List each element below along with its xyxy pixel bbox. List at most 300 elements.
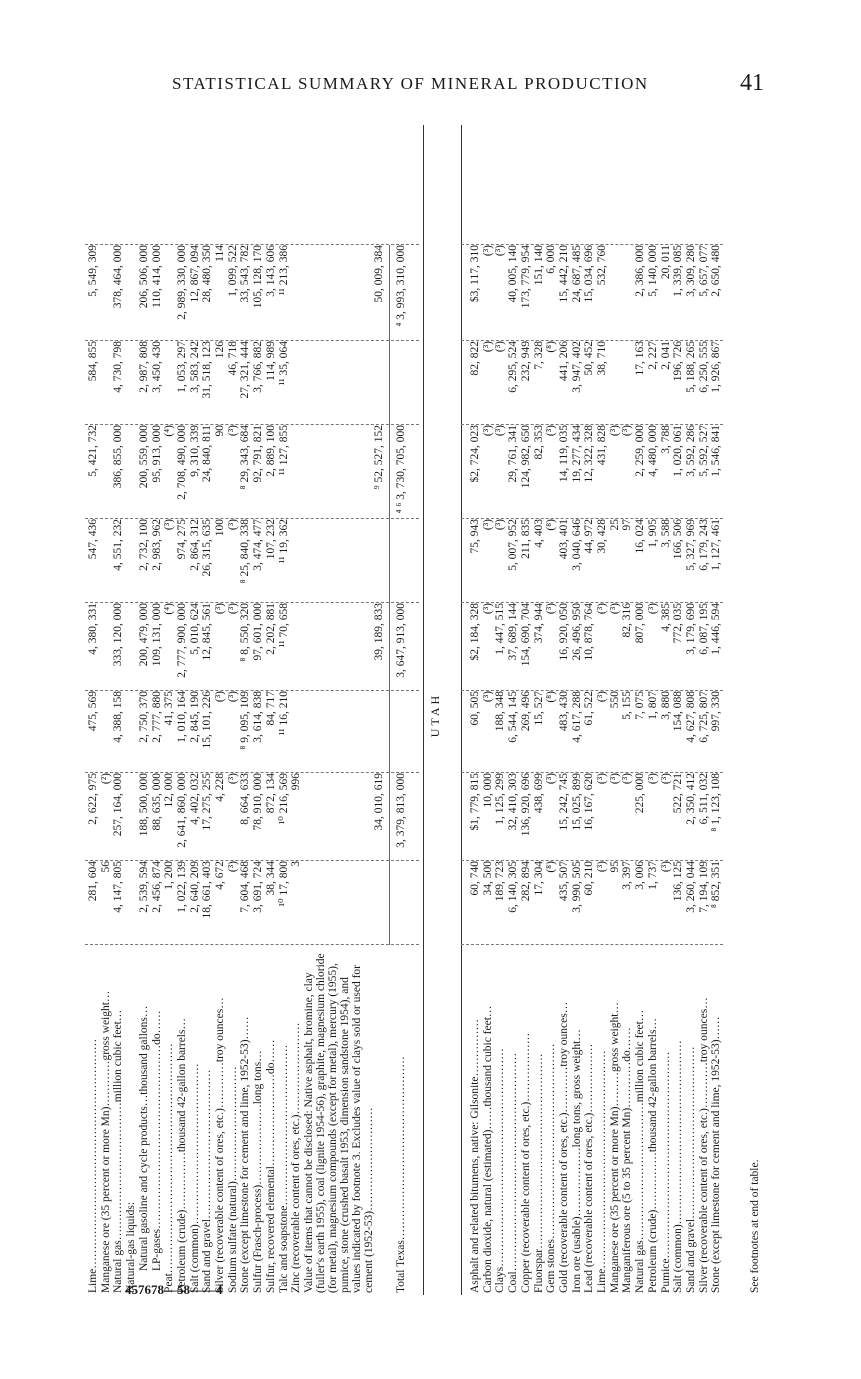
- cell-value: 1, 447, 515: [494, 603, 507, 655]
- cell-value: 189, 723: [494, 861, 507, 902]
- cell-value: 61, 522: [583, 691, 596, 726]
- cell-value: 188, 348: [494, 691, 507, 732]
- cell-value: 196, 726: [672, 341, 685, 382]
- cell-value: 374, 944: [532, 603, 545, 644]
- cell-value: (³): [481, 603, 494, 615]
- cell-value: 6, 511, 032: [697, 773, 710, 825]
- cell-value: 1, 099, 522: [226, 245, 239, 297]
- cell-value: 475, 569: [87, 691, 99, 732]
- row-label: Lead (recoverable content of ores, etc.)………………: [583, 1043, 596, 1293]
- cell-value: (³): [596, 773, 608, 785]
- cell-value: 31, 518, 123: [201, 341, 214, 399]
- cell-value: 403, 401: [557, 519, 570, 560]
- cell-value: 6, 087, 195: [697, 603, 710, 655]
- running-title: STATISTICAL SUMMARY OF MINERAL PRODUCTION: [172, 74, 649, 93]
- cell-value: 2, 864, 312: [188, 519, 201, 571]
- cell-value: 82, 822: [469, 341, 481, 376]
- texas-row: [265, 125, 277, 1295]
- cell-value: 24, 840, 811: [201, 425, 214, 483]
- undisclosed-items-values: [373, 125, 385, 1295]
- cell-value: 26, 496, 950: [570, 603, 583, 661]
- cell-value: (⁴): [163, 425, 176, 437]
- column-separator: [85, 602, 419, 603]
- column-separator: [85, 772, 419, 773]
- cell-value: 16, 920, 050: [557, 603, 570, 661]
- cell-value: ⁸ 1, 123, 108: [710, 773, 723, 832]
- cell-value: $2, 184, 328: [469, 603, 481, 661]
- row-label: Salt (common)……………………………………: [188, 1063, 201, 1293]
- cell-value: 3, 947, 402: [570, 341, 583, 393]
- cell-value: 3, 647, 913, 000: [394, 603, 407, 678]
- cell-value: 5, 010, 624: [188, 603, 201, 655]
- row-label: Petroleum (crude)……………thousand 42-gallon barrels…: [646, 1018, 659, 1293]
- cell-value: 82, 316: [621, 603, 634, 638]
- row-label: Lime……………………………………………………: [87, 1038, 99, 1293]
- cell-value: 7, 328: [532, 341, 545, 370]
- cell-value: (³): [163, 519, 176, 531]
- cell-value: 6, 000: [545, 245, 558, 274]
- cell-value: 46, 718: [226, 341, 239, 376]
- row-label: Manganese ore (35 percent or more Mn)………gross weight…: [608, 1002, 621, 1293]
- cell-value: 105, 128, 170: [252, 245, 265, 309]
- cell-value: 41, 375: [163, 691, 176, 726]
- cell-value: (³): [226, 691, 239, 703]
- row-label: Gem stones……………………………………………: [545, 1043, 558, 1293]
- cell-value: 550: [608, 691, 621, 709]
- cell-value: 95, 913, 000: [150, 425, 163, 483]
- column-separator: [85, 340, 419, 341]
- cell-value: 30, 428: [596, 519, 608, 554]
- cell-value: 3, 614, 838: [252, 691, 265, 743]
- cell-value: (³): [608, 603, 621, 615]
- cell-value: 2, 777, 900, 000: [175, 603, 188, 678]
- cell-value: (⁸): [545, 691, 558, 703]
- row-label: Sodium sulfate (natural)…………………………: [226, 1066, 239, 1293]
- cell-value: 2, 845, 190: [188, 691, 201, 743]
- cell-value: 997, 330: [710, 691, 723, 732]
- cell-value: 2, 539, 594: [137, 861, 150, 913]
- cell-value: 3, 260, 044: [684, 861, 697, 913]
- row-label: Coal…………………………………………………: [507, 1052, 520, 1293]
- cell-value: (³): [226, 603, 239, 615]
- cell-value: 5, 327, 969: [684, 519, 697, 571]
- cell-value: 14, 119, 035: [557, 425, 570, 483]
- cell-value: (²): [99, 773, 112, 785]
- cell-value: 37, 689, 144: [507, 603, 520, 661]
- cell-value: 1, 127, 461: [710, 519, 723, 571]
- cell-value: 2, 777, 880: [150, 691, 163, 743]
- cell-value: (³): [596, 691, 608, 703]
- row-label: Zinc (recoverable content of ores, etc.)……………………: [290, 1022, 303, 1293]
- cell-value: ⁴ ⁶ 3, 730, 705, 000: [394, 425, 407, 514]
- cell-value: (³): [646, 773, 659, 785]
- column-separator: [85, 860, 419, 861]
- cell-value: 92, 791, 821: [252, 425, 265, 483]
- cell-value: (³): [494, 425, 507, 437]
- section-divider: [423, 125, 424, 1295]
- texas-row: [239, 125, 251, 1295]
- undisclosed-items-text: Value of items that cannot be disclosed: Native asphalt, bromine, clay (fuller's earth 1955), coal (lignite 1954-56), graphite, magnesium chloride (for metal), magnesium compounds (except for metal), mercury (1955), pumice, stone (crushed basalt 1953, dimension sandstone 1954), and values indicated by footnote 3. Excludes value of clays sold or used for cement (1952-53)………………………: [302, 953, 375, 1293]
- utah-row: [685, 125, 697, 1295]
- cell-value: 32, 410, 303: [507, 773, 520, 831]
- cell-value: 211, 835: [519, 519, 532, 559]
- cell-value: 522, 721: [672, 773, 685, 814]
- cell-value: 56: [99, 861, 112, 873]
- utah-row: [571, 125, 583, 1295]
- cell-value: 200, 479, 000: [137, 603, 150, 667]
- cell-value: 109, 131, 000: [150, 603, 163, 667]
- cell-value: 17, 304: [532, 861, 545, 896]
- cell-value: 4, 388, 158: [112, 691, 125, 743]
- column-separator: [461, 860, 723, 861]
- utah-row: [596, 125, 608, 1295]
- cell-value: 2, 259, 000: [634, 425, 647, 477]
- page-header: [0, 70, 861, 104]
- cell-value: 26, 315, 635: [201, 519, 214, 577]
- cell-value: 3, 474, 477: [252, 519, 265, 571]
- cell-value: 1, 125, 299: [494, 773, 507, 825]
- cell-value: 974, 275: [175, 519, 188, 560]
- cell-value: 532, 760: [596, 245, 608, 286]
- cell-value: 50, 452: [583, 341, 596, 376]
- cell-value: 17, 275, 255: [201, 773, 214, 831]
- cell-value: 2, 041: [659, 341, 672, 370]
- cell-value: 15, 034, 696: [583, 245, 596, 303]
- cell-value: (³): [481, 519, 494, 531]
- cell-value: ⁴ 3, 993, 310, 000: [394, 245, 407, 327]
- column-separator: [461, 944, 723, 945]
- cell-value: 7, 194, 109: [697, 861, 710, 913]
- cell-value: 100: [214, 519, 226, 537]
- cell-value: 6, 250, 555: [697, 341, 710, 393]
- cell-value: $1, 779, 815: [469, 773, 481, 831]
- cell-value: (⁸): [545, 861, 558, 873]
- cell-value: 27, 321, 444: [239, 341, 252, 399]
- row-label: Fluorspar……………………………………………: [532, 1053, 545, 1293]
- cell-value: (³): [545, 425, 558, 437]
- cell-value: 4, 402, 032: [188, 773, 201, 825]
- cell-value: 4, 627, 808: [684, 691, 697, 743]
- cell-value: 3, 880: [659, 691, 672, 720]
- cell-value: 84, 717: [264, 691, 277, 726]
- texas-row: [214, 125, 226, 1295]
- cell-value: ¹¹ 213, 386: [277, 245, 290, 296]
- utah-row: [558, 125, 570, 1295]
- cell-value: 3, 309, 280: [684, 245, 697, 297]
- row-label: Gold (recoverable content of ores, etc.)…………troy ounces…: [557, 1001, 570, 1293]
- cell-value: 114, 989: [264, 341, 277, 381]
- utah-row: [533, 125, 545, 1295]
- cell-value: 3, 179, 690: [684, 603, 697, 655]
- cell-value: ⁸ 25, 840, 338: [239, 519, 252, 584]
- texas-total-row: [395, 125, 407, 1295]
- cell-value: 188, 500, 000: [137, 773, 150, 837]
- cell-value: (³): [621, 773, 634, 785]
- cell-value: 16, 167, 620: [583, 773, 596, 831]
- cell-value: 1, 737: [646, 861, 659, 890]
- cell-value: ⁸ 9, 095, 109: [239, 691, 252, 750]
- column-separator: [461, 424, 723, 425]
- row-label: Carbon dioxide, natural (estimated)……thousand cubic feet…: [481, 1005, 494, 1293]
- cell-value: 386, 855, 000: [112, 425, 125, 489]
- row-label: Natural gasoline and cycle products…thousand gallons…: [137, 1005, 150, 1271]
- utah-section-title: UTAH: [428, 692, 442, 738]
- cell-value: 4, 147, 805: [112, 861, 125, 913]
- cell-value: 97: [621, 519, 634, 531]
- cell-value: 1, 905: [646, 519, 659, 548]
- texas-row: [163, 125, 175, 1295]
- cell-value: 166, 506: [672, 519, 685, 560]
- cell-value: 18, 661, 403: [201, 861, 214, 919]
- texas-row: [290, 125, 302, 1295]
- cell-value: (³): [596, 603, 608, 615]
- cell-value: 1, 020, 061: [672, 425, 685, 477]
- cell-value: 3, 379, 813, 000: [394, 773, 407, 848]
- cell-value: 114: [214, 245, 226, 262]
- cell-value: ¹¹ 35, 064: [277, 341, 290, 386]
- column-separator: [461, 772, 723, 773]
- cell-value: 173, 779, 954: [519, 245, 532, 309]
- row-label: Stone (except limestone for cement and lime, 1952-53)……: [239, 1016, 252, 1293]
- row-label: Peat……………………………………………………: [163, 1043, 176, 1293]
- cell-value: 547, 436: [87, 519, 99, 560]
- cell-value: 5, 155: [621, 691, 634, 720]
- row-label: Silver (recoverable content of ores, etc.)…………troy ounces…: [697, 997, 710, 1293]
- cell-value: 20, 011: [659, 245, 672, 280]
- cell-value: 88, 635, 000: [150, 773, 163, 831]
- utah-row: [634, 125, 646, 1295]
- cell-value: 60, 740: [469, 861, 481, 896]
- cell-value: (³): [494, 245, 507, 257]
- cell-value: 3, 143, 606: [264, 245, 277, 297]
- cell-value: 2, 989, 330, 000: [175, 245, 188, 320]
- column-separator: [461, 602, 723, 603]
- utah-row: [609, 125, 621, 1295]
- column-separator: [461, 244, 723, 245]
- signature-mark: 457678—58——4: [125, 1282, 223, 1297]
- row-label: Salt (common)…………………………………………: [672, 1040, 685, 1293]
- cell-value: 75, 943: [469, 519, 481, 554]
- cell-value: 225, 000: [634, 773, 647, 814]
- utah-row: [583, 125, 595, 1295]
- texas-row: [112, 125, 124, 1295]
- cell-value: 50, 009, 384: [372, 245, 385, 303]
- cell-value: 95: [608, 861, 621, 873]
- column-separator: [461, 690, 723, 691]
- cell-value: 82, 353: [532, 425, 545, 460]
- total-rule: [389, 245, 390, 945]
- cell-value: 584, 855: [87, 341, 99, 382]
- cell-value: 2, 983, 962: [150, 519, 163, 571]
- cell-value: 24, 687, 485: [570, 245, 583, 303]
- cell-value: 154, 690, 704: [519, 603, 532, 667]
- cell-value: 3, 990, 505: [570, 861, 583, 913]
- cell-value: 996: [290, 773, 303, 791]
- cell-value: 12, 322, 328: [583, 425, 596, 483]
- cell-value: (³): [608, 773, 621, 785]
- rotated-table: [85, 125, 775, 1295]
- column-separator: [85, 518, 419, 519]
- cell-value: 3, 450, 430: [150, 341, 163, 393]
- row-label: Iron ore (usable)………………long tons, gross weight…: [570, 1029, 583, 1293]
- cell-value: 12, 845, 561: [201, 603, 214, 661]
- cell-value: 15, 442, 210: [557, 245, 570, 303]
- texas-row: [138, 125, 150, 1295]
- cell-value: 44, 972: [583, 519, 596, 554]
- utah-row: [469, 125, 481, 1295]
- cell-value: (³): [596, 861, 608, 873]
- cell-value: 7, 075: [634, 691, 647, 720]
- utah-row: [698, 125, 710, 1295]
- cell-value: 15, 527: [532, 691, 545, 726]
- cell-value: 8, 664, 633: [239, 773, 252, 825]
- column-separator: [85, 944, 419, 945]
- cell-value: 12, 000: [163, 773, 176, 808]
- cell-value: 206, 506, 000: [137, 245, 150, 309]
- cell-value: 378, 464, 000: [112, 245, 125, 309]
- utah-row: [710, 125, 722, 1295]
- texas-row: [252, 125, 264, 1295]
- cell-value: 4, 403: [532, 519, 545, 548]
- utah-row: [494, 125, 506, 1295]
- row-label: Sand and gravel………………………………………: [684, 1046, 697, 1293]
- cell-value: 60, 505: [469, 691, 481, 726]
- cell-value: (³): [659, 773, 672, 785]
- row-label: Petroleum (crude)……………thousand 42-gallon barrels…: [175, 1018, 188, 1293]
- cell-value: (³): [494, 341, 507, 353]
- cell-value: 200, 559, 000: [137, 425, 150, 489]
- cell-value: 9, 310, 339: [188, 425, 201, 477]
- cell-value: 2, 622, 975: [87, 773, 99, 825]
- row-label: Natural gas………………………………million cubic feet…: [634, 1009, 647, 1293]
- cell-value: 3, 592, 286: [684, 425, 697, 477]
- cell-value: 40, 005, 140: [507, 245, 520, 303]
- row-label: Sand and gravel…………………………………: [201, 1069, 214, 1293]
- cell-value: 7, 604, 468: [239, 861, 252, 913]
- cell-value: 6, 140, 305: [507, 861, 520, 913]
- row-label: Copper (recoverable content of ores, etc.)………………: [519, 1032, 532, 1293]
- cell-value: 29, 761, 341: [507, 425, 520, 483]
- cell-value: 772, 035: [672, 603, 685, 644]
- cell-value: $2, 724, 023: [469, 425, 481, 483]
- cell-value: $3, 117, 310: [469, 245, 481, 303]
- cell-value: 2, 227: [646, 341, 659, 370]
- cell-value: 441, 206: [557, 341, 570, 382]
- cell-value: 2, 640, 209: [188, 861, 201, 913]
- cell-value: (³): [621, 425, 634, 437]
- cell-value: 282, 894: [519, 861, 532, 902]
- cell-value: 2, 987, 808: [137, 341, 150, 393]
- cell-value: 3, 691, 724: [252, 861, 265, 913]
- utah-row: [647, 125, 659, 1295]
- cell-value: (³): [494, 519, 507, 531]
- cell-value: 107, 232: [264, 519, 277, 560]
- cell-value: 438, 699: [532, 773, 545, 814]
- cell-value: 90: [214, 425, 226, 437]
- cell-value: (³): [545, 603, 558, 615]
- cell-value: 4, 730, 798: [112, 341, 125, 393]
- cell-value: 2, 650, 480: [710, 245, 723, 297]
- cell-value: (³): [481, 341, 494, 353]
- cell-value: 483, 430: [557, 691, 570, 732]
- cell-value: 1, 926, 867: [710, 341, 723, 393]
- cell-value: 6, 295, 524: [507, 341, 520, 393]
- mineral-table: [85, 125, 775, 1295]
- page-number: 41: [740, 70, 764, 96]
- cell-value: 5, 421, 732: [87, 425, 99, 477]
- cell-value: ¹⁰ 216, 569: [277, 773, 290, 825]
- cell-value: 154, 088: [672, 691, 685, 732]
- cell-value: 3, 040, 646: [570, 519, 583, 571]
- cell-value: (³): [214, 691, 226, 703]
- row-label: Stone (except limestone for cement and lime, 1952-53)……: [710, 1016, 723, 1293]
- utah-row: [482, 125, 494, 1295]
- cell-value: 3: [290, 861, 303, 867]
- cell-value: 10, 000: [481, 773, 494, 808]
- cell-value: 3, 397: [621, 861, 634, 890]
- cell-value: 78, 910, 000: [252, 773, 265, 831]
- cell-value: 257, 164, 000: [112, 773, 125, 837]
- row-label: Manganese ore (35 percent or more Mn)…………gross weight…: [99, 990, 112, 1293]
- row-label: Silver (recoverable content of ores, etc.)…………troy ounces…: [214, 997, 226, 1293]
- row-label: Clays…………………………………………………: [494, 1048, 507, 1293]
- cell-value: 807, 000: [634, 603, 647, 644]
- cell-value: 5, 007, 952: [507, 519, 520, 571]
- row-label: Manganiferous ore (5 to 35 percent Mn)…………do……: [621, 1027, 634, 1293]
- utah-row: [520, 125, 532, 1295]
- cell-value: 6, 725, 807: [697, 691, 710, 743]
- row-label: LP-gases…………………………………………do……: [150, 1010, 163, 1271]
- cell-value: 110, 414, 000: [150, 245, 163, 308]
- texas-row: [278, 125, 290, 1295]
- utah-row: [507, 125, 519, 1295]
- cell-value: 2, 750, 370: [137, 691, 150, 743]
- cell-value: 15, 025, 899: [570, 773, 583, 831]
- cell-value: 16, 024: [634, 519, 647, 554]
- cell-value: 232, 949: [519, 341, 532, 382]
- texas-row: [151, 125, 163, 1295]
- utah-row: [545, 125, 557, 1295]
- cell-value: 34, 500: [481, 861, 494, 896]
- utah-row: [660, 125, 672, 1295]
- cell-value: 431, 828: [596, 425, 608, 466]
- cell-value: 2, 350, 412: [684, 773, 697, 825]
- footnote-reference: See footnotes at end of table.: [749, 1159, 761, 1293]
- cell-value: 10, 878, 764: [583, 603, 596, 661]
- cell-value: 269, 496: [519, 691, 532, 732]
- cell-value: 5, 549, 309: [87, 245, 99, 297]
- cell-value: 33, 543, 782: [239, 245, 252, 303]
- cell-value: 38, 710: [596, 341, 608, 376]
- cell-value: (⁸): [545, 341, 558, 353]
- cell-value: (³): [481, 691, 494, 703]
- cell-value: 333, 120, 000: [112, 603, 125, 667]
- cell-value: 34, 010, 619: [372, 773, 385, 831]
- cell-value: 39, 189, 833: [372, 603, 385, 661]
- cell-value: (³): [226, 425, 239, 437]
- cell-value: 1, 053, 297: [175, 341, 188, 393]
- cell-value: 1, 446, 594: [710, 603, 723, 655]
- cell-value: 2, 386, 000: [634, 245, 647, 297]
- cell-value: (³): [481, 425, 494, 437]
- cell-value: 2, 889, 100: [264, 425, 277, 477]
- row-label: Sulfur, recovered elemental……………………do……: [264, 1039, 277, 1293]
- texas-row: [176, 125, 188, 1295]
- cell-value: 4, 480, 000: [646, 425, 659, 477]
- cell-value: ¹¹ 127, 855: [277, 425, 290, 476]
- cell-value: ¹⁰ 17, 800: [277, 861, 290, 907]
- row-label: Natural gas………………………………million cubic feet…: [112, 1009, 125, 1293]
